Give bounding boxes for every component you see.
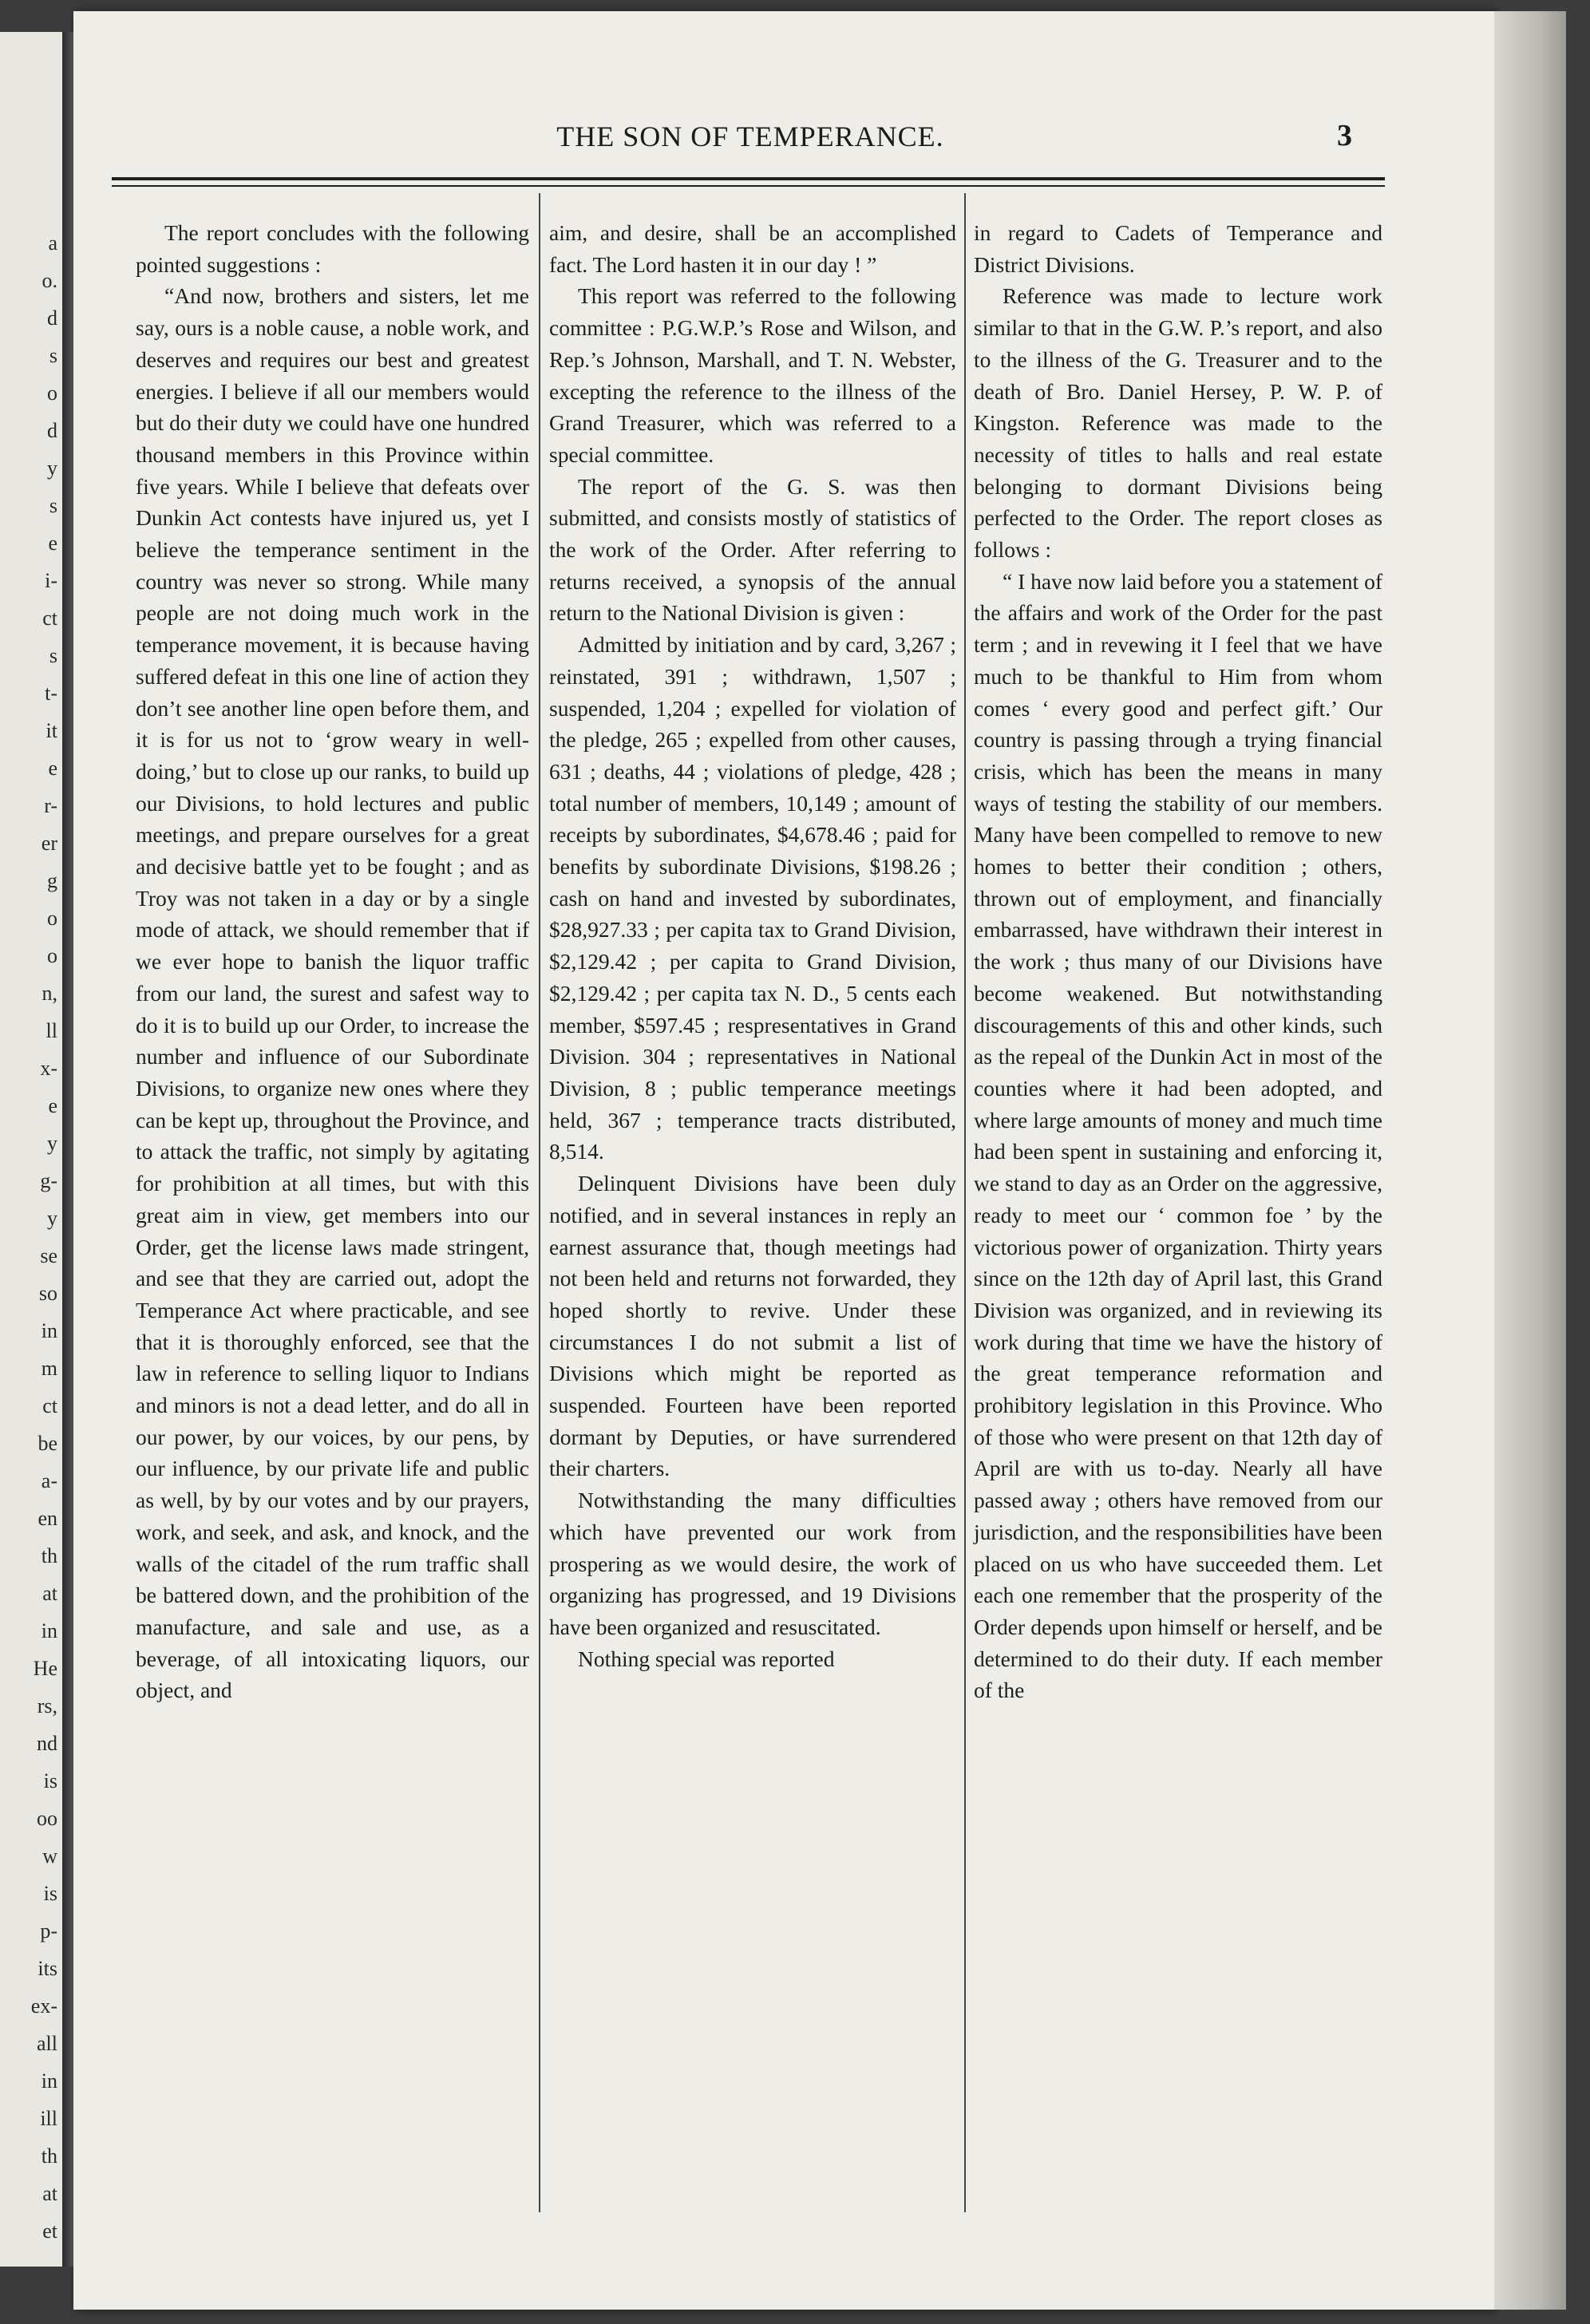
paragraph: aim, and desire, shall be an accomplished fact. The Lord hasten it in our day ! ” <box>549 220 956 277</box>
margin-fragment: a- <box>41 1469 57 1492</box>
header-rule-thin <box>112 185 1385 187</box>
margin-fragment: n, <box>42 982 57 1005</box>
text-column-3 <box>974 217 1382 1706</box>
margin-fragment: r- <box>44 794 57 817</box>
margin-fragment: oo <box>37 1807 57 1830</box>
margin-fragment: ex- <box>30 1994 57 2018</box>
margin-fragment: ct <box>42 1394 57 1417</box>
paragraph: in regard to Cadets of Temperance and District Divisions. <box>974 220 1382 277</box>
margin-fragment: d <box>47 419 57 442</box>
margin-fragment: a <box>48 231 57 255</box>
margin-fragment: is <box>43 1769 57 1792</box>
margin-fragment: at <box>42 1582 57 1605</box>
paragraph: The report concludes with the following pointed suggestions : <box>136 220 529 277</box>
paragraph: This report was referred to the following committee : P.G.W.P.’s Rose and Wilson, and Rep.’s Johnson, Marshall, and T. N. Webster, excepting the reference to the illness of the Grand Treasurer, which was referred to a special committee. <box>549 283 956 467</box>
margin-fragment: p- <box>40 1919 57 1943</box>
margin-fragment: o <box>47 381 57 405</box>
header-rule-thick <box>112 177 1385 180</box>
paragraph: Delinquent Divisions have been duly notified, and in several instances in reply an earnest assurance that, though meetings had not been held and returns not forwarded, they hoped shortly to revive. Under these circumstances I do not submit a list of Divisions which might be reported as suspended. Fourteen have been reported dormant by Deputies, or have surrendered their charters. <box>549 1171 956 1481</box>
margin-fragment: s <box>49 344 57 367</box>
margin-fragment: w <box>42 1844 57 1868</box>
margin-fragment: be <box>38 1432 57 1455</box>
margin-fragment: x- <box>40 1057 57 1080</box>
margin-fragment: en <box>38 1507 57 1530</box>
margin-fragment: in <box>41 2069 57 2093</box>
margin-fragment: in <box>41 1319 57 1342</box>
page-edge-shadow <box>1494 11 1566 2310</box>
column-divider <box>539 193 540 2212</box>
paragraph: The report of the G. S. was then submitted, and consists mostly of statistics of the work of the Order. After referring to returns received, a synopsis of the annual return to the National Division is given : <box>549 473 956 626</box>
margin-fragment: its <box>38 1957 57 1980</box>
margin-fragment: d <box>47 306 57 330</box>
paragraph: Reference was made to lecture work similar to that in the G.W. P.’s report, and also to the illness of the G. Treasurer and to the death of Bro. Daniel Hersey, P. W. P. of Kingston. Reference was made to the necessity of titles to halls and real estate belonging to dormant Divisions being perfected to the Order. The report closes as follows : <box>974 283 1382 563</box>
margin-fragment: er <box>41 832 57 855</box>
paragraph: “And now, brothers and sisters, let me say, ours is a noble cause, a noble work, and deserves and requires our best and greatest energies. I believe if all our members would but do their duty we could have one hundred thousand members in this Province within five years. While I believe that defeats over Dunkin Act contests have injured us, yet I believe the temperance sentiment in the country was never so strong. While many people are not doing much work in the temperance movement, it is because having suffered defeat in this one line of action they don’t see another line open before them, and it is for us not to ‘grow weary in well-doing,’ but to close up our ranks, to build up our Divisions, to hold lectures and public meetings, and prepare ourselves for a great and decisive battle yet to be fought ; and as Troy was not taken in a day or by a single mode of attack, we should remember that if we ever hope to banish the liquor traffic from our land, the surest and safest way to do it is to build up our Order, to increase the number and influence of our Subordinate Divisions, to organize new ones where they can be kept up, throughout the Province, and to attack the traffic, not simply by agitating for prohibition at all times, but with this great aim in view, get members into our Order, get the license laws made stringent, and see that they are carried out, adopt the Temperance Act where practicable, and see that it is thoroughly enforced, see that the law in reference to selling liquor to Indians and minors is not a dead letter, and do all in our power, by our voices, by our pens, by our influence, by our private life and public as well, by by our votes and by our prayers, work, and seek, and ask, and knock, and the walls of the citadel of the rum traffic shall be battered down, and the prohibition of the manufacture, and sale and use, as a beverage, of all intoxicating liquors, our object, and <box>136 283 529 1703</box>
running-head: THE SON OF TEMPERANCE. <box>556 121 944 152</box>
paragraph: Admitted by initiation and by card, 3,267 ; reinstated, 391 ; withdrawn, 1,507 ; suspended, 1,204 ; expelled for violation of the pledge, 265 ; expelled from other causes, 631 ; deaths, 44 ; violations of pledge, 428 ; total number of members, 10,149 ; amount of receipts by subordinates, $4,678.46 ; paid for benefits by subordinate Divisions, $198.26 ; cash on hand and invested by subordinates, $28,927.33 ; per capita tax to Grand Division, $2,129.42 ; per capita to Grand Division, $2,129.42 ; per capita tax N. D., 5 cents each member, $597.45 ; respresentatives in Grand Division. 304 ; representatives in National Division, 8 ; public temperance meetings held, 367 ; temperance tracts distributed, 8,514. <box>549 632 956 1164</box>
margin-fragment: in <box>41 1619 57 1642</box>
margin-fragment: i- <box>45 569 57 592</box>
margin-fragment: ct <box>42 607 57 630</box>
margin-fragment: ill <box>40 2107 57 2130</box>
margin-fragment: th <box>41 2144 57 2168</box>
margin-fragment: all <box>37 2032 57 2055</box>
margin-fragment: rs, <box>37 1694 57 1717</box>
margin-fragment: et <box>42 2219 57 2243</box>
page-number: 3 <box>1337 119 1352 152</box>
margin-fragment: s <box>49 644 57 667</box>
margin-fragment: nd <box>37 1732 57 1755</box>
margin-fragment: ll <box>45 1019 57 1042</box>
paragraph: Notwithstanding the many difficulties which have prevented our work from prospering as we would desire, the work of organizing has progressed, and 19 Divisions have been organized and resuscitated. <box>549 1488 956 1639</box>
margin-fragment: g <box>47 869 57 892</box>
margin-fragment: e <box>48 532 57 555</box>
margin-fragment: g- <box>40 1169 57 1192</box>
margin-fragment: is <box>43 1882 57 1905</box>
paragraph: “ I have now laid before you a statement of the affairs and work of the Order for the past term ; and in revewing it I feel that we have much to be thankful to Him from whom comes ‘ every good and perfect gift.’ Our country is passing through a trying financial crisis, which has been the means in many ways of testing the stability of our members. Many have been compelled to remove to new homes to better their condition ; others, thrown out of employment, and financially embarrassed, have withdrawn their interest in the work ; thus many of our Divisions have become weakened. But notwithstanding discouragements of this and other kinds, such as the repeal of the Dunkin Act in most of the counties where it had been adopted, and where large amounts of money and much time had been spent in sustaining and enforcing it, we stand to day as an Order on the aggressive, ready to meet our ‘ common foe ’ by the victorious power of organization. Thirty years since on the 12th day of April last, this Grand Division was organized, and in reviewing its work during that time we have the history of the great temperance reformation and prohibitory legislation in this Province. Who of those who were present on that 12th day of April are with us to-day. Nearly all have passed away ; others have removed from our jurisdiction, and the responsibilities have been placed on us who have succeeded them. Let each one remember that the prosperity of the Order depends upon himself or herself, and be determined to do their duty. If each member of the <box>974 568 1382 1703</box>
book-gutter <box>62 32 73 2267</box>
column-divider <box>964 193 966 2212</box>
margin-fragment: y <box>47 457 57 480</box>
margin-fragment: y <box>47 1132 57 1155</box>
margin-fragment: e <box>48 1094 57 1117</box>
margin-fragment: s <box>49 494 57 517</box>
margin-fragment: o <box>47 907 57 930</box>
margin-fragment: t- <box>45 682 57 705</box>
margin-fragment: it <box>45 719 57 742</box>
margin-fragment: so <box>38 1282 57 1305</box>
margin-fragment: o <box>47 944 57 967</box>
margin-fragment: se <box>40 1244 57 1267</box>
text-column-1 <box>136 217 529 1706</box>
margin-fragment: th <box>41 1544 57 1567</box>
margin-fragment: y <box>47 1207 57 1230</box>
paragraph: Nothing special was reported <box>578 1646 835 1671</box>
left-page-edge <box>0 32 62 2267</box>
margin-fragment: He <box>33 1657 57 1680</box>
margin-fragment: o. <box>42 269 57 292</box>
margin-fragment: e <box>48 757 57 780</box>
margin-fragment: at <box>42 2182 57 2205</box>
margin-fragment: m <box>41 1357 57 1380</box>
text-column-2 <box>549 217 956 1674</box>
